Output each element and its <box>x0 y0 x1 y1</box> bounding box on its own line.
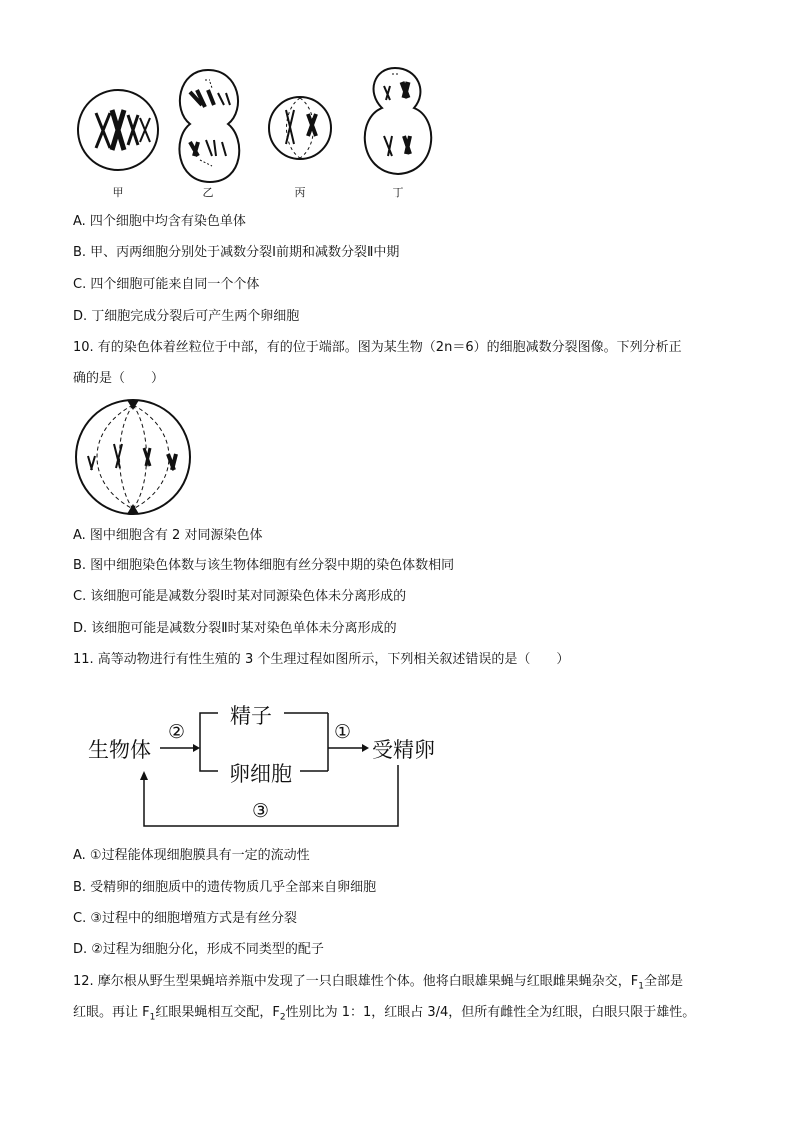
q10-option-c: C. 该细胞可能是减数分裂Ⅰ时某对同源染色体未分离形成的 <box>73 589 407 604</box>
q10-option-b: B. 图中细胞染色体数与该生物体细胞有丝分裂中期的染色体数相同 <box>73 558 455 573</box>
diagram-zygote: 受精卵 <box>372 738 435 762</box>
q11-option-b: B. 受精卵的细胞质中的遗传物质几乎全部来自卵细胞 <box>73 880 377 895</box>
q9-option-b: B. 甲、丙两细胞分别处于减数分裂Ⅰ前期和减数分裂Ⅱ中期 <box>73 245 400 260</box>
q10-stem-line2: 确的是（ ） <box>73 371 165 386</box>
q9-option-d: D. 丁细胞完成分裂后可产生两个卵细胞 <box>73 309 300 324</box>
q12-line1-part-b: 全部是 <box>644 974 684 989</box>
caption-jia: 甲 <box>112 186 124 199</box>
q12-line2-part-b: 红眼果蝇相互交配，F <box>155 1005 280 1020</box>
diagram-step-3: ③ <box>252 800 270 822</box>
diagram-sperm: 精子 <box>230 704 272 728</box>
q12-line2-subscript-1: 1 <box>149 1012 156 1023</box>
q10-option-a: A. 图中细胞含有 2 对同源染色体 <box>73 528 263 543</box>
q9-option-a: A. 四个细胞中均含有染色单体 <box>73 214 246 229</box>
q12-line1-part-a: 12. 摩尔根从野生型果蝇培养瓶中发现了一只白眼雄性个体。他将白眼雄果蝇与红眼雌果蝇杂交，F <box>73 974 639 989</box>
q10-option-d: D. 该细胞可能是减数分裂Ⅱ时某对染色单体未分离形成的 <box>73 621 397 636</box>
q12-line2-subscript-2: 2 <box>279 1012 286 1023</box>
diagram-step-1: ① <box>334 721 352 743</box>
caption-ding: 丁 <box>392 186 404 199</box>
q12-stem-line2 <box>73 1004 695 1022</box>
q11-option-a: A. ①过程能体现细胞膜具有一定的流动性 <box>73 848 310 863</box>
diagram-egg: 卵细胞 <box>229 762 292 786</box>
caption-bing: 丙 <box>294 186 306 199</box>
q11-option-d: D. ②过程为细胞分化，形成不同类型的配子 <box>73 942 324 957</box>
q12-stem-line1 <box>73 973 683 991</box>
q11-stem: 11. 高等动物进行有性生殖的 3 个生理过程如图所示，下列相关叙述错误的是（ ） <box>73 652 570 667</box>
q12-line2-part-a: 红眼。再让 F <box>73 1005 150 1020</box>
diagram-step-2: ② <box>168 721 186 743</box>
q9-option-c: C. 四个细胞可能来自同一个个体 <box>73 277 260 292</box>
diagram-organism: 生物体 <box>88 738 151 762</box>
q12-line1-subscript: 1 <box>638 981 645 992</box>
q12-line2-part-c: 性别比为 1：1，红眼占 3/4，但所有雌性全为红眼，白眼只限于雄性。 <box>285 1005 696 1020</box>
q10-stem-line1: 10. 有的染色体着丝粒位于中部，有的位于端部。图为某生物（2n＝6）的细胞减数分裂图像。下列分析正 <box>73 340 682 355</box>
caption-yi: 乙 <box>202 186 214 199</box>
q11-option-c: C. ③过程中的细胞增殖方式是有丝分裂 <box>73 911 297 926</box>
